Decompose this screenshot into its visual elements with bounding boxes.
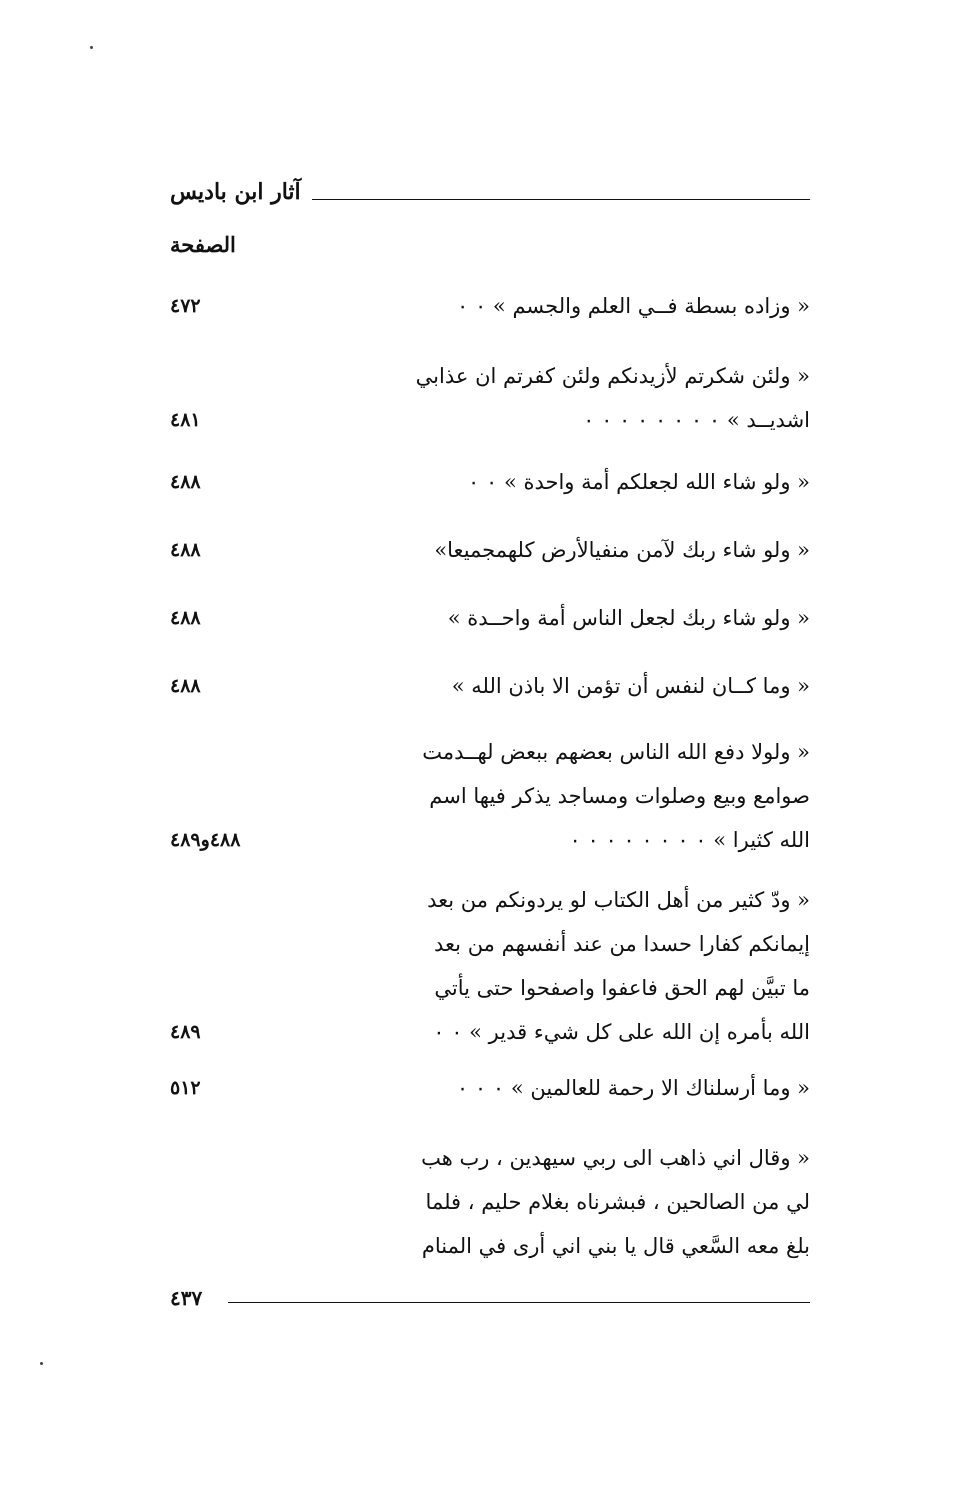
verse-line: ما تبيَّن لهم الحق فاعفوا واصفحوا حتى يأتي	[434, 976, 810, 1000]
page-reference: ٤٨٨و٤٨٩	[170, 829, 241, 851]
verse-line: الله بأمره إن الله على كل شيء قدير » ٠ ٠	[433, 1020, 810, 1044]
verse-line: « وقال اني ذاهب الى ربي سيهدين ، رب هب	[421, 1146, 810, 1170]
verse-line: « ولولا دفع الله الناس بعضهم ببعض لهــدمت	[422, 740, 810, 764]
book-title: آثار ابن باديس	[170, 179, 301, 205]
verse-line: صوامع وبيع وصلوات ومساجد يذكر فيها اسم	[429, 784, 810, 808]
verse-line: اشديــد » ٠ ٠ ٠ ٠ ٠ ٠ ٠ ٠	[583, 408, 810, 432]
verse-line: « ودّ كثير من أهل الكتاب لو يردونكم من بعد	[427, 888, 810, 912]
verse-line: الله كثيرا » ٠ ٠ ٠ ٠ ٠ ٠ ٠ ٠	[569, 828, 810, 852]
verse-text	[380, 528, 810, 572]
page-reference: ٤٨٨	[170, 471, 201, 493]
page-reference: ٤٨٨	[170, 539, 201, 561]
verse-text	[380, 596, 810, 640]
running-header	[170, 172, 810, 212]
verse-line: « وزاده بسطة فــي العلم والجسم » ٠ ٠	[457, 294, 810, 318]
scan-speck	[40, 1362, 43, 1365]
verse-line: « ولئن شكرتم لأزيدنكم ولئن كفرتم ان عذابي	[415, 364, 810, 388]
verse-line: « وما كــان لنفس أن تؤمن الا باذن الله »	[451, 674, 810, 698]
page-number: ٤٣٧	[170, 1286, 203, 1310]
page-reference: ٤٨٨	[170, 675, 201, 697]
page-reference: ٤٨١	[170, 409, 201, 431]
verse-text	[380, 878, 810, 1054]
verse-text	[380, 730, 810, 862]
verse-line: « وما أرسلناك الا رحمة للعالمين » ٠ ٠ ٠	[456, 1076, 810, 1100]
verse-line: « ولو شاء الله لجعلكم أمة واحدة » ٠ ٠	[468, 470, 810, 494]
page-column-label: الصفحة	[170, 232, 236, 257]
verse-text	[380, 354, 810, 442]
header-rule	[312, 199, 810, 200]
verse-text	[380, 664, 810, 708]
page-footer	[170, 1280, 810, 1320]
verse-line: بلغ معه السَّعي قال يا بني اني أرى في المنام	[421, 1234, 810, 1258]
verse-line: « ولو شاء ربك لآمن منفيالأرض كلهمجميعا»	[434, 538, 810, 562]
verse-text	[380, 284, 810, 328]
footer-rule	[228, 1302, 810, 1303]
page-reference: ٤٨٨	[170, 607, 201, 629]
page-reference: ٤٧٢	[170, 295, 201, 317]
scan-speck	[90, 46, 93, 49]
verse-text	[380, 460, 810, 504]
page-reference: ٤٨٩	[170, 1021, 201, 1043]
verse-line: إيمانكم كفارا حسدا من عند أنفسهم من بعد	[434, 932, 810, 956]
page-reference: ٥١٢	[170, 1077, 201, 1099]
verse-line: « ولو شاء ربك لجعل الناس أمة واحــدة »	[447, 606, 810, 630]
verse-text	[380, 1136, 810, 1268]
verse-text	[380, 1066, 810, 1110]
verse-line: لي من الصالحين ، فبشرناه بغلام حليم ، فلما	[425, 1190, 810, 1214]
